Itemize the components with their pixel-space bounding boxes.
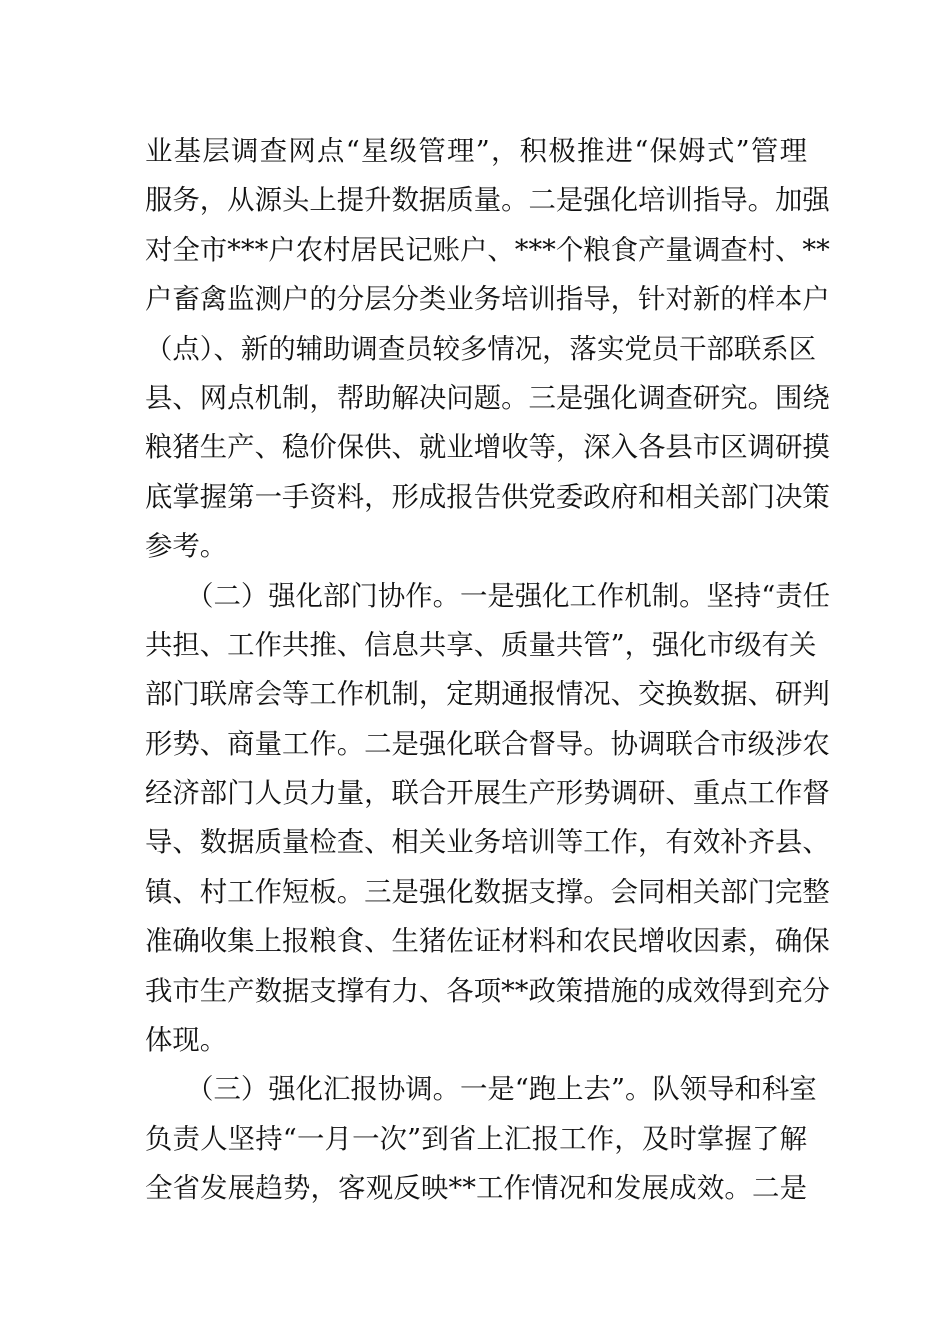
paragraph-section-3 [145,1065,817,1213]
text-line: 服务，从源头上提升数据质量。二是强化培训指导。加强 [145,185,830,217]
text-line: 共担、工作共推、信息共享、质量共管”，强化市级有关 [145,629,817,661]
paragraph [145,127,830,572]
document-body [145,127,831,1214]
text-line: 粮猪生产、稳价保供、就业增收等，深入各县市区调研摸 [145,432,830,464]
text-line: 业基层调查网点“星级管理”，积极推进“保姆式”管理 [145,136,807,167]
text-line: 部门联席会等工作机制，定期通报情况、交换数据、研判 [145,679,830,711]
text-line: 底掌握第一手资料，形成报告供党委政府和相关部门决策 [145,481,830,513]
text-line: 准确收集上报粮食、生猪佐证材料和农民增收因素，确保 [145,926,830,958]
text-line: 形势、商量工作。二是强化联合督导。协调联合市级涉农 [145,728,830,760]
text-line: 镇、村工作短板。三是强化数据支撑。会同相关部门完整 [145,876,830,908]
text-line: 全省发展趋势，客观反映**工作情况和发展成效。二是 [145,1173,807,1205]
text-line: 对全市***户农村居民记账户、***个粮食产量调查村、** [145,234,830,266]
text-line: 户畜禽监测户的分层分类业务培训指导，针对新的样本户 [145,284,830,316]
text-line: 导、数据质量检查、相关业务培训等工作，有效补齐县、 [145,827,830,859]
section-heading-line: （三）强化汇报协调。一是“跑上去”。队领导和科室 [145,1074,817,1106]
text-line: （点）、新的辅助调查员较多情况，落实党员干部联系区 [145,333,817,365]
text-line: 县、网点机制，帮助解决问题。三是强化调查研究。围绕 [145,382,830,414]
text-line: 经济部门人员力量，联合开展生产形势调研、重点工作督 [145,778,830,810]
text-line: 负责人坚持“一月一次”到省上汇报工作，及时掌握了解 [145,1123,807,1155]
text-line: 参考。 [145,531,228,563]
text-line: 我市生产数据支撑有力、各项**政策措施的成效得到充分 [145,975,830,1007]
section-heading-line: （二）强化部门协作。一是强化工作机制。坚持“责任 [145,580,831,612]
paragraph-section-2 [145,572,831,1066]
text-line: 体现。 [145,1025,228,1057]
